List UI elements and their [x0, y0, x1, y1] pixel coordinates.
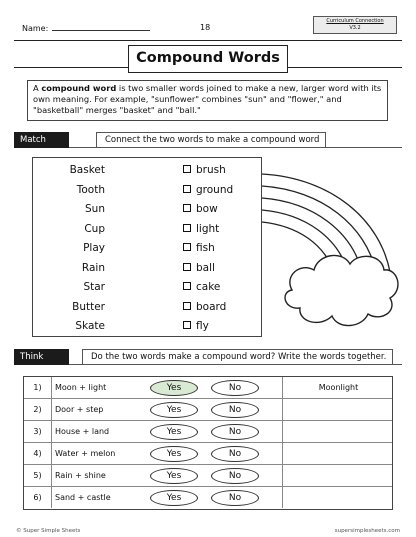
right-word-option[interactable]	[183, 223, 219, 235]
left-word[interactable]: Rain	[81, 261, 105, 274]
answer-field[interactable]	[282, 465, 394, 486]
name-line[interactable]	[52, 23, 150, 31]
yes-option[interactable]: Yes	[150, 490, 198, 506]
no-option[interactable]: No	[211, 490, 259, 506]
checkbox[interactable]	[183, 165, 191, 173]
right-word-option[interactable]	[183, 203, 218, 215]
yes-option[interactable]: Yes	[150, 424, 198, 440]
right-word: brush	[196, 164, 226, 176]
think-section-header	[14, 349, 402, 365]
table-row	[24, 377, 392, 399]
footer-website: supersimplesheets.com	[334, 528, 400, 534]
no-option[interactable]: No	[211, 424, 259, 440]
right-word-option[interactable]	[183, 281, 220, 293]
left-word[interactable]: Tooth	[76, 183, 105, 196]
answer-field[interactable]	[282, 399, 394, 420]
left-word[interactable]: Star	[83, 281, 105, 293]
checkbox[interactable]	[183, 263, 191, 271]
left-word[interactable]: Play	[83, 242, 105, 254]
answer-field[interactable]	[282, 443, 394, 464]
right-word: light	[196, 222, 220, 235]
word-pair: House + land	[55, 427, 110, 436]
curriculum-connection-box	[313, 16, 397, 34]
row-number: 4)	[24, 443, 52, 464]
page-number: 18	[200, 23, 211, 32]
footer-copyright: © Super Simple Sheets	[16, 528, 81, 534]
rainbow-icon	[262, 172, 402, 342]
right-word-option[interactable]	[183, 242, 215, 254]
intro-after: is two smaller words joined to make a new, larger word with its own meaning. For example, "sunflower" combines "sun" and "flower," and "basketball" merges "basket" and "ball."	[33, 83, 382, 115]
table-row	[24, 399, 392, 421]
word-pair: Water + melon	[55, 449, 116, 458]
row-number: 1)	[24, 377, 52, 398]
left-word[interactable]: Butter	[72, 300, 105, 313]
table-row	[24, 487, 392, 509]
curriculum-connection-label: Curriculum Connection	[326, 18, 384, 24]
left-word[interactable]: Skate	[75, 320, 105, 332]
checkbox[interactable]	[183, 204, 191, 212]
intro-text	[27, 80, 388, 121]
row-number: 5)	[24, 465, 52, 486]
right-word: ground	[196, 183, 234, 196]
table-row	[24, 421, 392, 443]
think-instruction: Do the two words make a compound word? Write the words together.	[82, 349, 393, 365]
think-label: Think	[14, 349, 69, 365]
name-label: Name:	[22, 24, 49, 33]
right-word-option[interactable]	[183, 301, 226, 313]
answer-field[interactable]: Moonlight	[282, 377, 394, 398]
yes-option[interactable]: Yes	[150, 402, 198, 418]
word-pair: Moon + light	[55, 383, 107, 392]
top-rule	[14, 40, 402, 41]
match-box	[32, 157, 262, 337]
version-label: V3.2	[349, 25, 361, 31]
yes-option[interactable]: Yes	[150, 446, 198, 462]
left-word[interactable]: Cup	[84, 222, 105, 235]
yes-option[interactable]: Yes	[150, 380, 198, 396]
right-word-option[interactable]	[183, 164, 226, 176]
right-word: ball	[196, 261, 215, 274]
right-word: fish	[196, 242, 215, 254]
answer-field[interactable]	[282, 487, 394, 508]
yes-option[interactable]: Yes	[150, 468, 198, 484]
right-word-option[interactable]	[183, 262, 215, 274]
checkbox[interactable]	[183, 185, 191, 193]
match-instruction: Connect the two words to make a compound word	[96, 132, 326, 148]
row-number: 2)	[24, 399, 52, 420]
no-option[interactable]: No	[211, 380, 259, 396]
right-word: board	[196, 300, 227, 313]
match-label: Match	[14, 132, 69, 148]
checkbox[interactable]	[183, 302, 191, 310]
row-number: 3)	[24, 421, 52, 442]
table-row	[24, 443, 392, 465]
left-word[interactable]: Sun	[85, 203, 105, 215]
word-pair: Rain + shine	[55, 471, 106, 480]
checkbox[interactable]	[183, 224, 191, 232]
answer-field[interactable]	[282, 421, 394, 442]
checkbox[interactable]	[183, 321, 191, 329]
right-word: bow	[196, 203, 218, 215]
right-word: fly	[196, 320, 209, 332]
no-option[interactable]: No	[211, 402, 259, 418]
match-section-header	[14, 132, 402, 148]
right-word-option[interactable]	[183, 184, 233, 196]
row-number: 6)	[24, 487, 52, 508]
word-pair: Door + step	[55, 405, 104, 414]
checkbox[interactable]	[183, 282, 191, 290]
left-word[interactable]: Basket	[69, 164, 105, 176]
name-field[interactable]	[22, 23, 150, 33]
think-table	[23, 376, 393, 510]
page-title: Compound Words	[128, 45, 288, 73]
no-option[interactable]: No	[211, 446, 259, 462]
intro-term: compound word	[41, 83, 117, 93]
word-pair: Sand + castle	[55, 493, 111, 502]
table-row	[24, 465, 392, 487]
no-option[interactable]: No	[211, 468, 259, 484]
right-word-option[interactable]	[183, 320, 209, 332]
right-word: cake	[196, 281, 221, 293]
checkbox[interactable]	[183, 243, 191, 251]
intro-before: A	[33, 83, 42, 93]
